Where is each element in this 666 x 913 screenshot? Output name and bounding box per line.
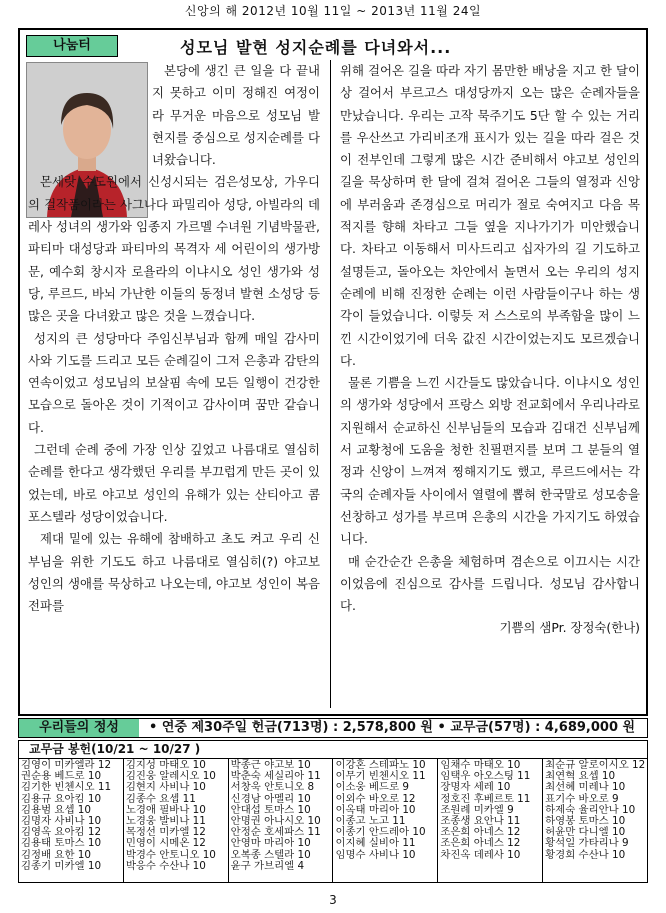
donor-entry: 표기수 바오로 9 [545, 792, 619, 805]
donor-entry: 조은희 아네스 12 [440, 837, 521, 850]
donor-entry: 김명자 사비나 10 [21, 815, 102, 828]
donor-entry: 임채수 마태오 10 [440, 759, 521, 771]
page-header: 신앙의 해 2012년 10월 11일 ~ 2013년 11월 24일 [184, 4, 482, 18]
donor-column-1 [19, 759, 124, 882]
donor-entry: 김지성 마태오 10 [125, 759, 206, 771]
paragraph-1: 본당에 생긴 큰 일을 다 끝내지 못하고 이미 정해진 여정이라 무거운 마음으로 성모님 발현지를 중심으로 성지순례를 다녀왔습니다. [152, 63, 320, 168]
right-column [340, 60, 640, 640]
donor-entry: 차진옥 데레사 10 [440, 848, 521, 861]
donor-entry: 최선혜 미레나 10 [545, 781, 626, 794]
article-title: 성모님 발현 성지순례를 다녀와서... [180, 38, 452, 57]
donor-entry: 서창욱 안토니오 8 [230, 781, 315, 794]
donor-entry: 오복종 스텔라 10 [230, 848, 311, 861]
paragraph-7: 물론 기쁨을 느낀 시간들도 많았습니다. 이냐시오 성인의 생가와 성당에서 프랑스 외방 전교회에서 우리나라로 지원해서 순교하신 신부님들의 모습과 김대건 신부님께서 교황청에 도움을 청한 친필편지를 보며 그 분들의 열정과 신앙이 느껴져 찡해지기도 했고, 루르드에서는 각국의 순례자들 사이에서 열렬에 뽑혀 한국말로 성모송을 선창하고 성가를 부르며 은총의 시간을 가지기도 하였습니다. [340, 375, 640, 547]
donor-entry: 목정선 미카엘 12 [125, 826, 206, 839]
left-column [28, 60, 320, 617]
donor-entry: 이종고 노고 11 [335, 815, 406, 828]
paragraph-3: 성지의 큰 성당마다 주임신부님과 함께 매일 감사미사와 기도를 드리고 모든 순례길이 그저 은총과 감탄의 연속이었고 성모님의 보살핌 속에 모든 일행이 건강한 모습으로 돌아온 것이 기적이고 감사이며 꿈만 같습니다. [28, 330, 320, 435]
column-divider [330, 60, 331, 708]
donor-entry: 조종생 요안나 11 [440, 815, 521, 828]
donor-entry: 박종근 야고보 10 [230, 759, 311, 771]
offering-label: 우리들의 정성 [19, 719, 139, 737]
donor-entry: 임명수 사비나 10 [335, 848, 416, 861]
donor-entry: 황석일 가타리나 9 [545, 837, 629, 850]
donor-entry: 노경웅 발비나 11 [125, 815, 206, 828]
donor-entry: 신경남 아멜리 10 [230, 792, 311, 805]
donor-entry: 김현지 사비나 10 [125, 781, 206, 794]
donor-column-5 [438, 759, 543, 882]
donor-column-2 [124, 759, 229, 882]
donor-entry: 민영이 시메온 12 [125, 837, 206, 850]
donor-entry: 이소웅 베드로 9 [335, 781, 409, 794]
donor-entry: 최순규 알로이시오 12 [545, 759, 646, 771]
article-frame [18, 28, 648, 716]
donor-entry: 박응수 수산나 10 [125, 859, 206, 872]
donor-entry: 박춘숙 세실리아 11 [230, 770, 321, 783]
donor-entry: 하영봉 토마스 10 [545, 815, 626, 828]
offering-summary: • 연중 제30주일 헌금(713명) : 2,578,800 원 • 교무금(57명) : 4,689,000 원 [149, 720, 636, 735]
donor-entry: 이외수 바오로 12 [335, 792, 416, 805]
donor-entry: 김기한 빈첸시오 11 [21, 781, 112, 794]
offering-bar [18, 718, 648, 738]
paragraph-6: 위해 걸어온 길을 따라 자기 몸만한 배낭을 지고 한 달이상 걸어서 부르고스 대성당까지 오는 많은 순례자들을 만났습니다. 우리는 고작 묵주기도 5단 할 수 있는 거리를 우산쓰고 가리비조개 표시가 있는 길을 따라 걸은 것이 전부인데 그렇게 많은 시간 준비해서 야고보 성인의 길을 묵상하며 한 달에 걸쳐 걸어온 그들의 열정과 신앙에 부러움과 존경심으로 머리가 절로 숙여지고 다음 목적지를 향해 차타고 그들 옆을 지나가기가 미안했습니다. 차타고 이동해서 미사드리고 십자가의 길 기도하고 설명듣고, 돌아오는 차안에서 놀면서 오는 우리의 성지순례에 비해 진정한 순례는 이런 사람들이구나 하는 생각이 들었습니다. 이렇듯 저 스스로의 부족함을 많이 느낀 시간이었기에 더욱 값진 시간이었는지도 모르겠습니다. [340, 63, 640, 368]
donor-entry: 윤구 가브리엘 4 [230, 859, 305, 872]
donor-entry: 김진웅 알레시오 10 [125, 770, 216, 783]
donor-entry: 장명자 세레 10 [440, 781, 511, 794]
donor-column-4 [333, 759, 438, 882]
donor-entry: 이강혼 스테파노 10 [335, 759, 426, 771]
donor-entry: 이옥태 마리아 10 [335, 803, 416, 816]
donor-entry: 안대섭 토마스 10 [230, 803, 311, 816]
paragraph-5: 제대 밑에 있는 유해에 참배하고 초도 켜고 우리 신부님을 위한 기도도 하고 나름대로 열심히(?) 야고보 성인의 생애를 묵상하고 나오는데, 야고보 성인이 복음 전파를 [28, 531, 320, 614]
donor-entry: 김영이 미카엘라 12 [21, 759, 112, 771]
donor-entry: 김종기 미카엘 10 [21, 859, 102, 872]
donor-entry: 안명권 아나시오 10 [230, 815, 321, 828]
donor-entry: 김종수 요셉 11 [125, 792, 196, 805]
mission-offering-heading: 교무금 봉헌(10/21 ~ 10/27 ) [18, 740, 648, 758]
section-tag: 나눔터 [26, 35, 118, 57]
page-number: 3 [329, 893, 337, 907]
paragraph-2: 몬세랏 수도원에서 신성시되는 검은성모상, 가우디의 걸작품이라는 사그나다 파밀리아 성당, 아빌라의 데레사 성녀의 생가와 임종지 가르멜 수녀원 기념박물관, 파티마 대성당과 파티마의 목격자 세 어린이의 생가방문, 예수회 창시자 로욜라의 이냐시오 성인 생가와 성당, 루르드, 바뇌 가난한 이들의 동정녀 발현 소성당 등 많은 곳을 다녀왔고 많은 것을 느꼈습니다. [28, 174, 320, 324]
donor-column-6 [543, 759, 647, 882]
donor-entry: 조원례 미카엘 9 [440, 803, 514, 816]
donor-entry: 김영옥 요아킴 12 [21, 826, 102, 839]
donor-entry: 조은희 아네스 12 [440, 826, 521, 839]
donor-entry: 황경희 수산나 10 [545, 848, 626, 861]
donor-entry: 박경수 안토니오 10 [125, 848, 216, 861]
donor-entry: 이무기 빈첸시오 11 [335, 770, 426, 783]
paragraph-4: 그런데 순례 중에 가장 인상 깊었고 나름대로 열심히 순례를 한다고 생각했던 우리를 부끄럽게 만든 곳이 있었는데, 바로 야고보 성인의 유해가 있는 산티아고 콤포스텔라 성당이었습니다. [28, 442, 320, 524]
donor-entry: 하제숙 율리안나 10 [545, 803, 636, 816]
donor-entry: 임택우 아오스팅 11 [440, 770, 531, 783]
donor-entry: 이지혜 실비아 11 [335, 837, 416, 850]
donor-entry: 안정순 호세파스 11 [230, 826, 321, 839]
donor-entry: 권순용 베드로 10 [21, 770, 102, 783]
author-signature: 기쁨의 샘Pr. 장정숙(한나) [499, 620, 640, 636]
donor-grid [18, 758, 648, 883]
donor-entry: 이종기 안드레아 10 [335, 826, 426, 839]
donor-entry: 김용규 요아킴 10 [21, 792, 102, 805]
donor-entry: 안영마 마리아 10 [230, 837, 311, 850]
donor-entry: 김정배 요한 10 [21, 848, 92, 861]
donor-entry: 김용태 토마스 10 [21, 837, 102, 850]
donor-entry: 최연혁 요셉 10 [545, 770, 616, 783]
paragraph-8: 매 순간순간 은총을 체험하며 겸손으로 이끄시는 시간이었음에 진심으로 감사를 드립니다. 성모님 감사합니다. [340, 553, 640, 614]
donor-entry: 정호진 후베르토 11 [440, 792, 531, 805]
donor-entry: 노경애 필바나 10 [125, 803, 206, 816]
donor-entry: 허윤만 다니엘 10 [545, 826, 626, 839]
donor-entry: 김용범 요셉 10 [21, 803, 92, 816]
donor-column-3 [229, 759, 334, 882]
